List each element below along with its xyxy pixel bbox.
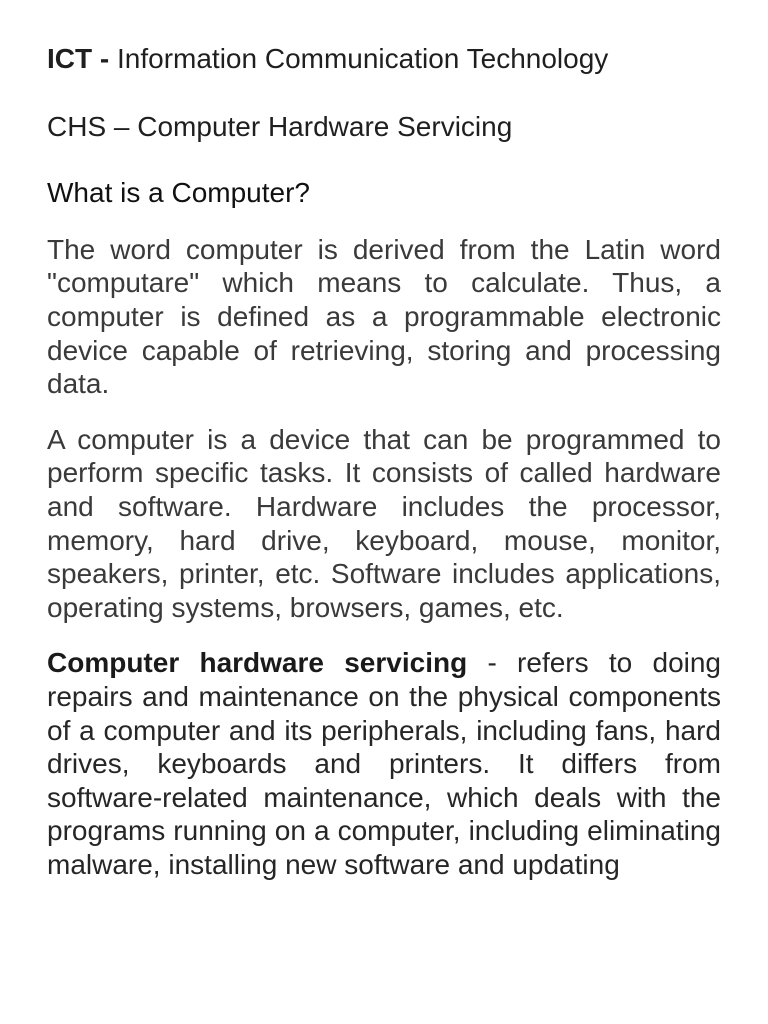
- ict-full-name: Information Communication Technology: [109, 43, 609, 74]
- paragraph-definition: The word computer is derived from the Latin word "computare" which means to calculate. Thus, a computer is defined as a programmable electronic device capable of retrieving, storing and processing data.: [47, 233, 721, 400]
- paragraph-hardware-servicing: [47, 646, 721, 881]
- section-question: What is a Computer?: [47, 177, 310, 209]
- term-hardware-servicing: Computer hardware servicing: [47, 647, 468, 679]
- ict-heading: [47, 42, 721, 76]
- chs-heading: CHS – Computer Hardware Servicing: [47, 110, 513, 142]
- hardware-servicing-definition: - refers to doing repairs and maintenance on the physical components of a computer and its peripherals, including fans, hard drives, keyboards and printers. It differs from software-related maintenance, which deals with the programs running on a computer, including eliminating malware, installing new software and updating: [47, 647, 722, 880]
- ict-abbreviation: ICT -: [47, 43, 110, 74]
- paragraph-hardware-software: A computer is a device that can be programmed to perform specific tasks. It consists of called hardware and software. Hardware includes the processor, memory, hard drive, keyboard, mouse, monitor, speakers, printer, etc. Software includes applications, operating systems, browsers, games, etc.: [47, 423, 721, 623]
